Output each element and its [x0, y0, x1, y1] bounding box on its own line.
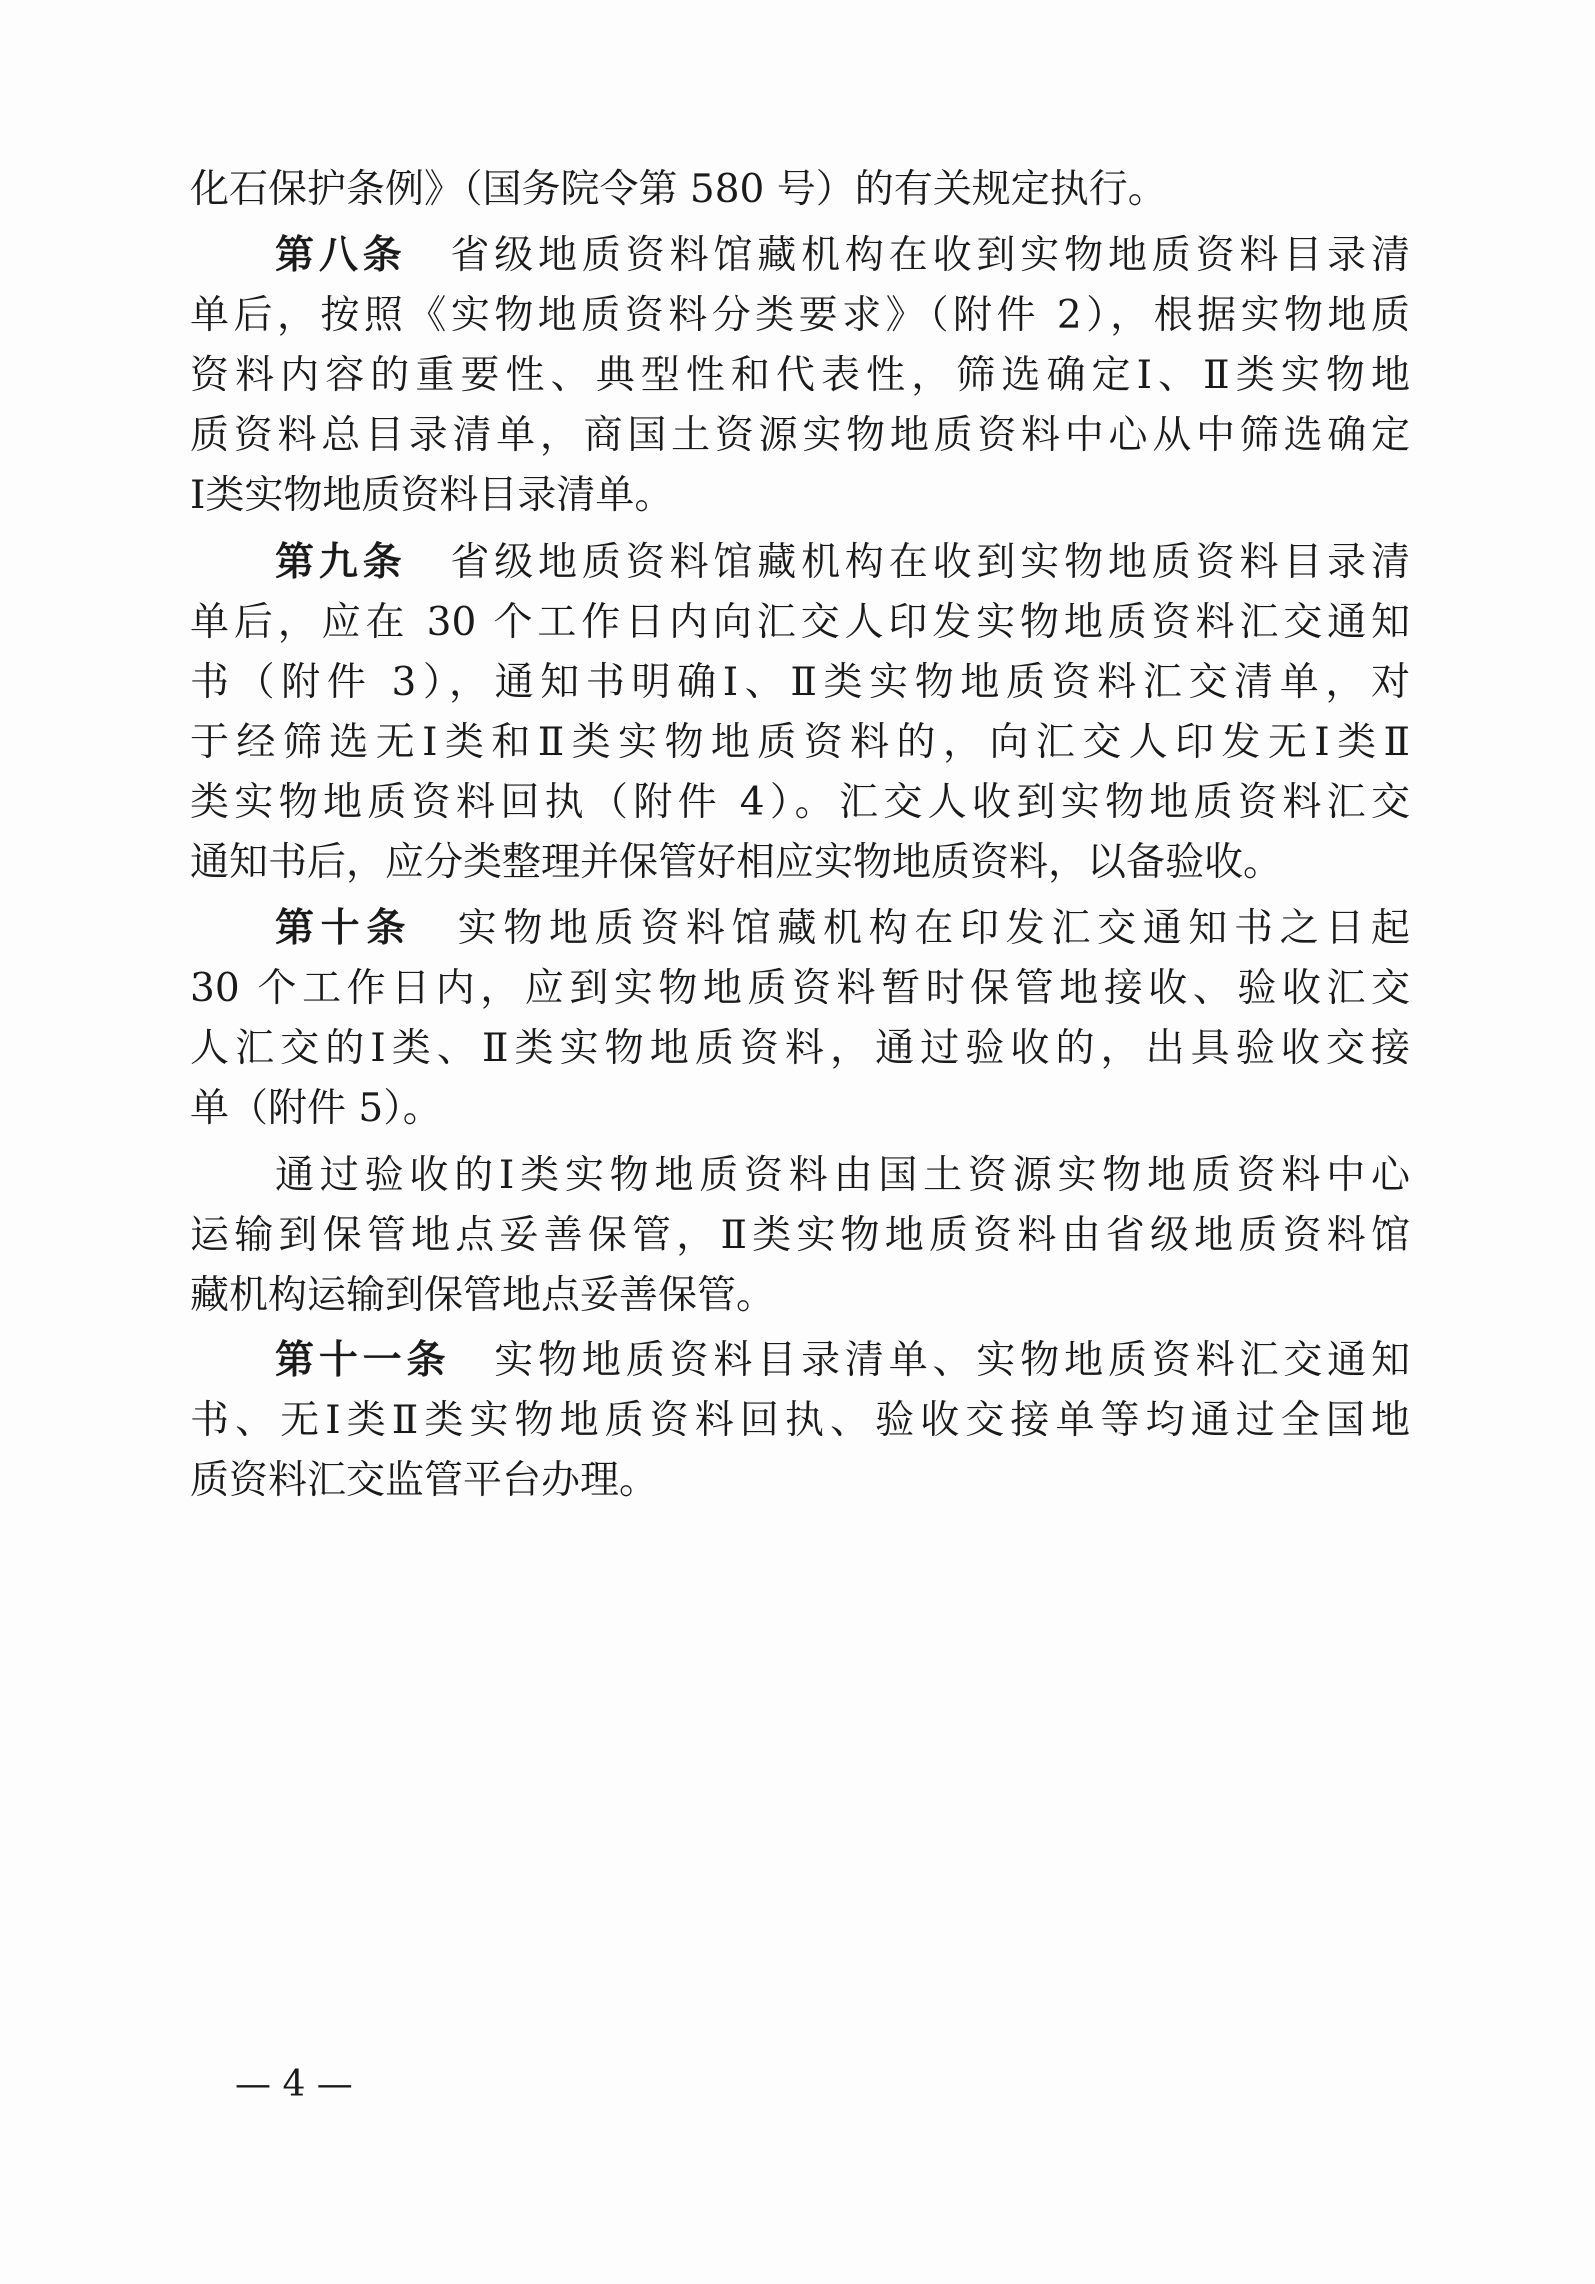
text-line: 藏机构运输到保管地点妥善保管。 [190, 1273, 776, 1318]
article-text: 实物地质资料馆藏机构在印发汇交通知书之日起 [412, 906, 1410, 951]
article-10-line [275, 905, 1410, 953]
article-heading: 第九条 [275, 540, 407, 585]
text-line: 单后，应在 30 个工作日内向汇交人印发实物地质资料汇交通知 [190, 600, 1410, 645]
text-line: 质资料汇交监管平台办理。 [190, 1458, 659, 1503]
article-heading: 第八条 [275, 233, 407, 278]
text-line: 于经筛选无Ⅰ类和Ⅱ类实物地质资料的，向汇交人印发无Ⅰ类Ⅱ [190, 720, 1410, 765]
text-line: 书、无Ⅰ类Ⅱ类实物地质资料回执、验收交接单等均通过全国地 [190, 1398, 1410, 1443]
text-line: 质资料总目录清单，商国土资源实物地质资料中心从中筛选确定 [190, 413, 1410, 458]
article-text: 实物地质资料目录清单、实物地质资料汇交通知 [450, 1338, 1410, 1383]
article-8-line [275, 232, 1410, 280]
page-number: — 4 — [235, 2064, 353, 2105]
text-line: 单后，按照《实物地质资料分类要求》（附件 2），根据实物地质 [190, 293, 1410, 338]
text-line: 30 个工作日内，应到实物地质资料暂时保管地接收、验收汇交 [190, 966, 1410, 1011]
text-line: Ⅰ类实物地质资料目录清单。 [190, 473, 674, 518]
text-line: 单（附件 5）。 [190, 1086, 442, 1131]
text-line: 通知书后，应分类整理并保管好相应实物地质资料，以备验收。 [190, 840, 1283, 885]
text-line: 人汇交的Ⅰ类、Ⅱ类实物地质资料，通过验收的，出具验收交接 [190, 1026, 1410, 1071]
text-line: 通过验收的Ⅰ类实物地质资料由国土资源实物地质资料中心 [275, 1153, 1410, 1198]
text-line: 类实物地质资料回执（附件 4）。汇交人收到实物地质资料汇交 [190, 780, 1410, 825]
article-text: 省级地质资料馆藏机构在收到实物地质资料目录清 [406, 233, 1410, 278]
text-line: 化石保护条例》（国务院令第 580 号）的有关规定执行。 [190, 167, 1167, 212]
article-11-line [275, 1337, 1410, 1385]
article-9-line [275, 539, 1410, 587]
text-line: 书（附件 3），通知书明确Ⅰ、Ⅱ类实物地质资料汇交清单，对 [190, 660, 1410, 705]
text-line: 运输到保管地点妥善保管，Ⅱ类实物地质资料由省级地质资料馆 [190, 1213, 1410, 1258]
article-heading: 第十一条 [275, 1338, 451, 1383]
text-line: 资料内容的重要性、典型性和代表性，筛选确定Ⅰ、Ⅱ类实物地 [190, 353, 1410, 398]
article-text: 省级地质资料馆藏机构在收到实物地质资料目录清 [406, 540, 1410, 585]
article-heading: 第十条 [275, 906, 412, 951]
